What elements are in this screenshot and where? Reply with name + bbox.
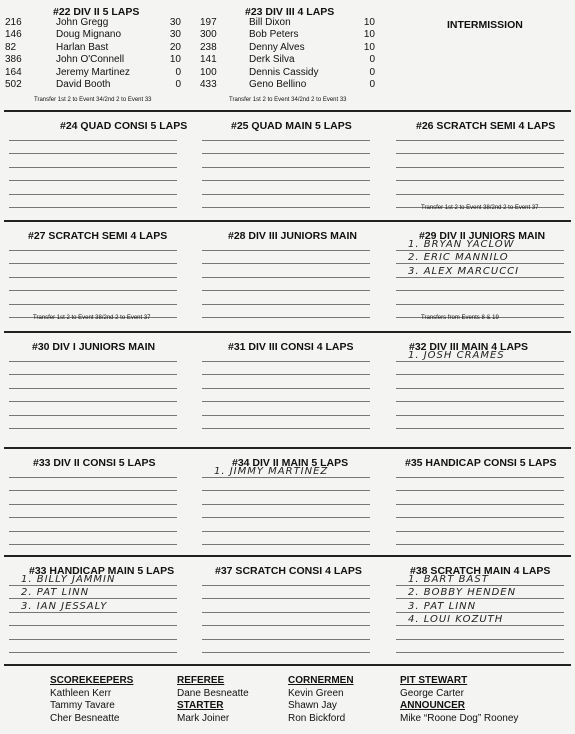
ev23-points: 0 [369,54,375,66]
handwritten-result: 2. BOBBY HENDEN [408,587,517,599]
section-separator [4,447,571,449]
handwritten-result: 1. BART BAST [408,574,489,585]
handwritten-result: 4. LOUI KOZUTH [408,614,504,626]
result-line [9,639,177,640]
result-line [9,531,177,532]
handwritten-result: 2. PAT LINN [21,587,90,599]
starter-name: Mark Joiner [177,713,230,724]
result-line [202,531,370,532]
result-line [396,361,564,362]
handwritten-result: 3. IAN JESSALY [21,600,108,612]
event-title: #35 HANDICAP CONSI 5 LAPS [405,457,557,469]
result-line [202,374,370,375]
section-separator [4,220,571,222]
ev23-car-number: 100 [200,66,217,78]
scorekeepers-heading: SCOREKEEPERS [50,675,134,686]
result-line [396,194,564,195]
event-22-title: #22 DIV II 5 LAPS [53,6,140,18]
section-separator [4,664,571,666]
ev22-driver-name: Jeremy Martinez [56,66,130,78]
result-line [9,277,177,278]
ev23-car-number: 238 [200,41,217,53]
ev22-points: 20 [169,41,181,53]
ev23-points: 10 [363,41,375,53]
result-line [9,415,177,416]
result-line [202,504,370,505]
handwritten-result: 1. JOSH CRAMES [408,350,505,361]
result-line [9,652,177,653]
ev22-car-number: 216 [5,17,22,28]
handwritten-result: 1. BRYAN YACLOW [408,239,515,250]
scorekeeper-name: Cher Besneatte [50,713,120,724]
section-separator [4,110,571,112]
ev22-driver-name: John Gregg [56,17,109,28]
result-line [396,598,564,599]
ev23-driver-name: Bob Peters [249,29,299,41]
result-line [202,428,370,429]
event-title: #30 DIV I JUNIORS MAIN [32,341,156,353]
event-title: #29 DIV II JUNIORS MAIN [419,230,546,242]
result-line [9,477,177,478]
result-line [202,612,370,613]
result-line [396,639,564,640]
result-line [396,180,564,181]
result-line [202,250,370,251]
section-separator [4,555,571,557]
intermission-label: INTERMISSION [447,19,523,31]
ev23-points: 0 [369,79,375,90]
result-line [202,388,370,389]
cornerman-name: Kevin Green [288,688,344,699]
result-line [396,531,564,532]
result-line [202,194,370,195]
result-line [9,401,177,402]
result-line [396,477,564,478]
result-line [9,250,177,251]
result-line [396,490,564,491]
starter-heading: STARTER [177,700,224,711]
result-line [9,194,177,195]
ev23-driver-name: Geno Bellino [249,79,307,90]
result-line [202,304,370,305]
result-line [202,140,370,141]
result-line [202,207,370,208]
result-line [396,625,564,626]
result-line [9,263,177,264]
result-line [9,180,177,181]
result-line [202,401,370,402]
ev22-points: 10 [169,54,181,66]
result-line [202,625,370,626]
result-line [9,625,177,626]
result-line [9,612,177,613]
result-line [396,544,564,545]
event-title: #25 QUAD MAIN 5 LAPS [231,120,352,132]
ev23-points: 10 [363,17,375,28]
result-line [396,140,564,141]
ev23-points: 10 [363,29,375,41]
result-line [202,180,370,181]
event-title: #33 DIV II CONSI 5 LAPS [33,457,156,469]
ev23-driver-name: Bill Dixon [249,17,291,28]
ev23-points: 0 [369,66,375,78]
event-23-title: #23 DIV III 4 LAPS [245,6,335,18]
result-line [396,517,564,518]
handwritten-result: 3. ALEX MARCUCCI [408,265,520,277]
result-line [202,490,370,491]
result-line [396,585,564,586]
result-line [9,304,177,305]
result-line [9,517,177,518]
cornermen-heading: CORNERMEN [288,675,354,686]
result-line [396,263,564,264]
result-line [9,598,177,599]
announcer-heading: ANNOUNCER [400,700,465,711]
cornerman-name: Ron Bickford [288,713,346,724]
result-line [9,167,177,168]
handwritten-result: 1. BILLY JAMMIN [21,574,116,585]
ev22-points: 0 [175,66,181,78]
result-line [9,374,177,375]
ev23-car-number: 141 [200,54,217,66]
result-line [9,585,177,586]
result-line [9,490,177,491]
handwritten-result: 2. ERIC MANNILO [408,252,509,264]
ev22-points: 30 [169,17,181,28]
result-line [396,250,564,251]
result-line [202,544,370,545]
event-title: #27 SCRATCH SEMI 4 LAPS [28,230,168,242]
ev23-car-number: 197 [200,17,217,28]
event-title: #32 DIV III MAIN 4 LAPS [409,341,529,353]
transfer-note: Transfer 1st 2 to Event 38/2nd 2 to Event 37 [33,315,151,321]
handwritten-result: 1. JIMMY MARTINEZ [214,466,329,477]
result-line [202,361,370,362]
result-line [396,277,564,278]
result-line [396,428,564,429]
ev23-driver-name: Dennis Cassidy [249,66,319,78]
ev22-car-number: 82 [5,41,17,53]
result-line [9,140,177,141]
result-line [396,401,564,402]
result-line [396,153,564,154]
result-line [396,415,564,416]
result-line [202,477,370,478]
result-line [396,374,564,375]
result-line [396,388,564,389]
result-line [9,388,177,389]
ev23-driver-name: Denny Alves [249,41,305,53]
cornerman-name: Shawn Jay [288,700,337,711]
result-line [9,428,177,429]
result-line [202,167,370,168]
section-separator [4,331,571,333]
result-line [9,361,177,362]
result-line [202,517,370,518]
pit-stewart-heading: PIT STEWART [400,675,468,686]
ev22-driver-name: David Booth [56,79,111,90]
ev22-points: 0 [175,79,181,90]
ev22-driver-name: Doug Mignano [56,29,122,41]
result-line [9,290,177,291]
scorekeeper-name: Kathleen Kerr [50,688,112,699]
transfer-note: Transfers from Events 8 & 19 [421,315,499,321]
result-line [202,153,370,154]
event-title: #33 HANDICAP MAIN 5 LAPS [29,565,175,577]
ev22-car-number: 164 [5,66,22,78]
result-line [396,612,564,613]
result-line [396,304,564,305]
event-title: #28 DIV III JUNIORS MAIN [228,230,357,242]
ev22-driver-name: John O'Connell [56,54,125,66]
event-title: #37 SCRATCH CONSI 4 LAPS [215,565,362,577]
ev22-points: 30 [169,29,181,41]
result-line [202,585,370,586]
result-line [396,167,564,168]
event-title: #38 SCRATCH MAIN 4 LAPS [410,565,551,577]
ev22-driver-name: Harlan Bast [56,41,109,53]
pit-stewart-name: George Carter [400,688,464,699]
ev23-car-number: 300 [200,29,217,41]
referee-heading: REFEREE [177,675,225,686]
result-line [202,415,370,416]
referee-name: Dane Besneatte [177,688,249,699]
result-line [9,207,177,208]
result-line [396,504,564,505]
event-title: #24 QUAD CONSI 5 LAPS [60,120,188,132]
result-line [202,639,370,640]
ev22-car-number: 502 [5,79,22,90]
event-22-note: Transfer 1st 2 to Event 34/2nd 2 to Event 33 [34,97,152,103]
result-line [202,277,370,278]
ev22-car-number: 146 [5,29,22,41]
result-line [202,263,370,264]
announcer-name: Mike “Roone Dog” Rooney [400,713,519,724]
event-title: #34 DIV II MAIN 5 LAPS [232,457,349,469]
result-line [396,290,564,291]
event-title: #26 SCRATCH SEMI 4 LAPS [416,120,556,132]
ev22-car-number: 386 [5,54,22,66]
result-line [9,504,177,505]
scorekeeper-name: Tammy Tavare [50,700,115,711]
event-23-note: Transfer 1st 2 to Event 34/2nd 2 to Event 33 [229,97,347,103]
result-line [9,153,177,154]
result-line [202,290,370,291]
ev23-car-number: 433 [200,79,217,90]
result-line [9,544,177,545]
result-line [202,652,370,653]
result-line [202,598,370,599]
event-title: #31 DIV III CONSI 4 LAPS [228,341,354,353]
result-line [202,317,370,318]
transfer-note: Transfer 1st 2 to Event 38/2nd 2 to Event 37 [421,205,539,211]
result-line [396,652,564,653]
handwritten-result: 3. PAT LINN [408,600,477,612]
ev23-driver-name: Derk Silva [249,54,295,66]
